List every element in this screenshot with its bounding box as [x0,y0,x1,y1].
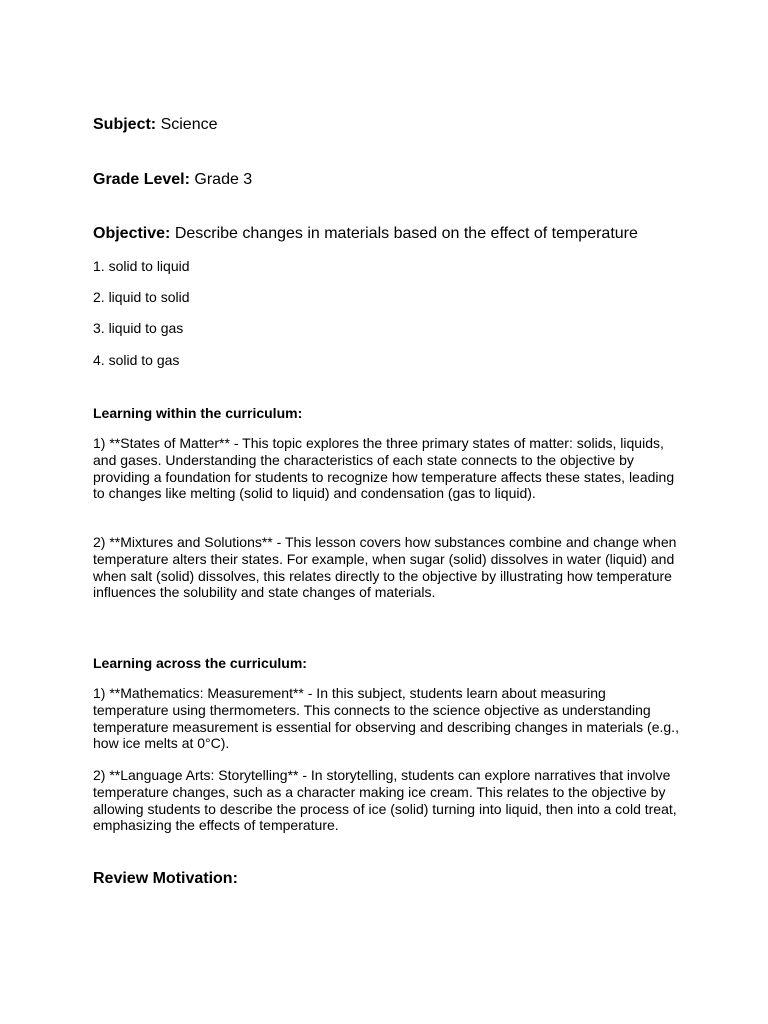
objective-item: 3. liquid to gas [93,320,184,336]
within-paragraph: 1) **States of Matter** - This topic explores the three primary states of matter: solids, liquids, and gases. Understanding the characteristics of each state connects to the objective by providing a foundation for students to recognize how temperature affects these states, leading to changes like melting (solid to liquid) and condensation (gas to liquid). [93,435,675,502]
grade-level-value: Grade 3 [194,171,253,188]
subject-value: Science [160,116,218,133]
review-motivation-heading: Review Motivation: [93,870,238,887]
within-paragraph: 2) **Mixtures and Solutions** - This lesson covers how substances combine and change when temperature alters their states. For example, when sugar (solid) dissolves in water (liquid) and when salt (solid) dissolves, this relates directly to the objective by illustrating how temperature influences the solubility and state changes of materials. [93,534,677,601]
within-curriculum-heading: Learning within the curriculum: [93,405,303,421]
across-curriculum-heading: Learning across the curriculum: [93,655,307,671]
objective-item: 2. liquid to solid [93,289,190,305]
objective-value: Describe changes in materials based on the effect of temperature [174,225,638,242]
subject-line [93,115,218,135]
across-paragraph: 1) **Mathematics: Measurement** - In this subject, students learn about measuring temperature using thermometers. This connects to the science objective as understanding temperature measurement is essential for observing and describing changes in materials (e.g., how ice melts at 0°C). [93,685,679,752]
subject-label: Subject: [93,116,157,133]
across-paragraph: 2) **Language Arts: Storytelling** - In storytelling, students can explore narratives that involve temperature changes, such as a character making ice cream. This relates to the objective by allowing students to describe the process of ice (solid) turning into liquid, then into a cold treat, emphasizing the effects of temperature. [93,767,677,834]
objective-label: Objective: [93,225,171,242]
objective-item: 4. solid to gas [93,352,180,368]
grade-level-line [93,170,252,190]
objective-item: 1. solid to liquid [93,258,190,274]
objective-line [93,224,638,244]
grade-level-label: Grade Level: [93,171,190,188]
